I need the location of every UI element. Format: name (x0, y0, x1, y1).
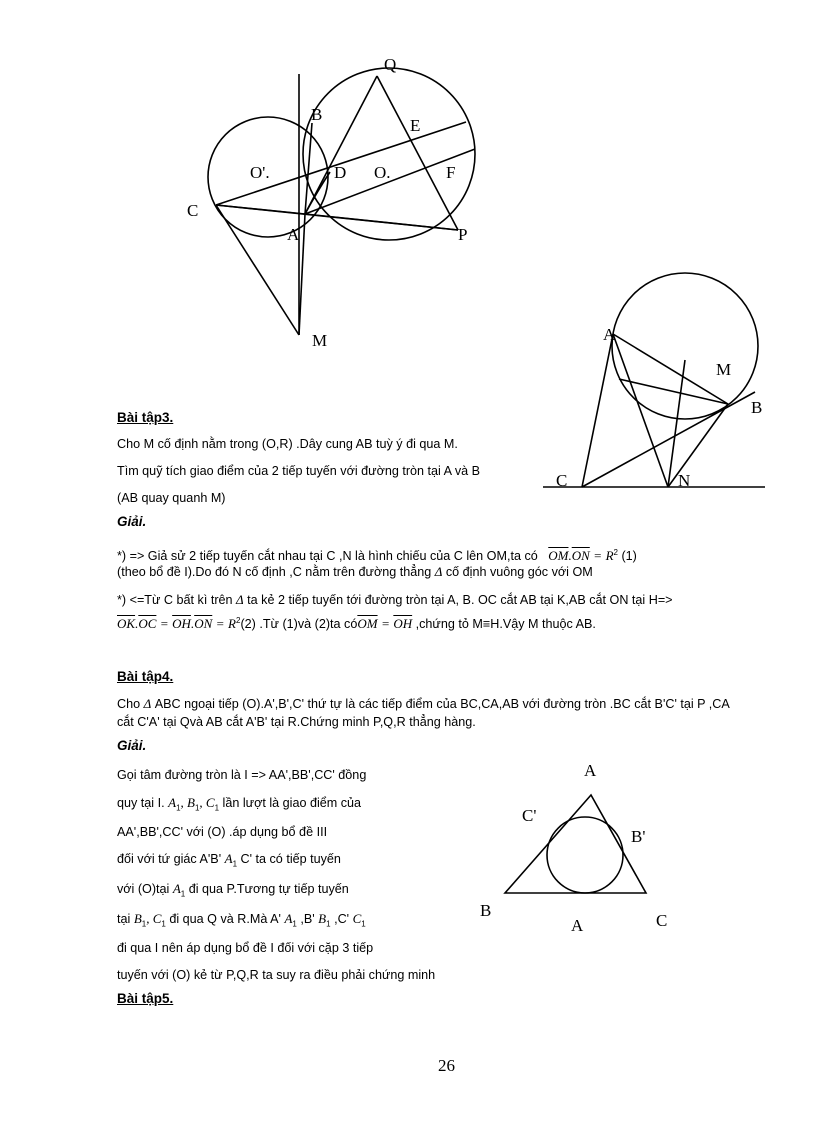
fig1-label-m: M (312, 331, 328, 350)
ex3-s1-r: R (605, 548, 614, 564)
ex3-s2-end: cố định vuông góc với OM (442, 565, 593, 579)
fig3-label-b: B (480, 901, 492, 920)
page-number: 26 (438, 1056, 455, 1075)
fig1-label-a: A (287, 225, 300, 244)
ex4-solution-line4: đối với tứ giác A'B' $A_1$ C' ta có tiếp tuyến (117, 851, 341, 869)
fig3-label-c: C (656, 911, 668, 930)
ex4-l5-a1: A (172, 881, 181, 896)
ex3-s4-oc: $\overline{OC}$ (138, 616, 157, 632)
ex4-problem-line2: cắt C'A' tại Qvà AB cắt A'B' tại R.Chứng minh P,Q,R thẳng hàng. (117, 715, 476, 729)
fig1-label-o-prime: O'. (250, 163, 270, 182)
ex4-l2-a1: A (168, 795, 177, 810)
ex4-solution-line2: quy tại I. $A_1$, $B_1$, $C_1$ lần lượt là giao điểm của (117, 795, 362, 813)
ex4-solution-label: Giải. (117, 738, 147, 753)
ex4-l6-b1: B (133, 911, 142, 926)
ex4-solution-line5: với (O)tại $A_1$ đi qua P.Tương tự tiếp tuyến (117, 881, 349, 899)
ex4-l4-a1: A (224, 851, 233, 866)
ex5-heading: Bài tập5. (117, 991, 174, 1006)
fig1-label-e: E (410, 116, 421, 135)
ex3-s1-sup: 2 (613, 548, 618, 557)
incircle (547, 817, 623, 893)
fig1-label-f: F (446, 163, 456, 182)
ex4-solution-line3: AA',BB',CC' với (O) .áp dụng bổ đề III (117, 825, 328, 839)
ex3-problem-line3: (AB quay quanh M) (117, 491, 226, 505)
ex4-l6-text3: ,B' (296, 912, 319, 926)
ex4-solution-line8: tuyến với (O) kẻ từ P,Q,R ta suy ra điều phải chứng minh (117, 968, 436, 982)
ex4-l2-end: lần lượt là giao điểm của (219, 796, 362, 810)
ex3-s3-end: ta kẻ 2 tiếp tuyến tới đường tròn tại A, B. OC cắt AB tại K,AB cắt ON tại H=> (243, 593, 673, 607)
ex4-l6-a1: A (284, 911, 293, 926)
ex3-s4-oh: $\overline{OH}$ (172, 616, 191, 632)
ex3-solution-line2 (117, 564, 593, 580)
ex4-solution-line7: đi qua I nên áp dụng bổ đề I đối với cặp 3 tiếp (117, 941, 374, 955)
ex3-solution-line1: *) => Giả sử 2 tiếp tuyến cắt nhau tại C ,N là hình chiếu của C lên OM,ta có $\overline{OM}.\overline{ON} = R^2$ (1) (117, 548, 637, 564)
ex3-solution-line3 (117, 592, 673, 608)
ex3-heading: Bài tập3. (117, 410, 174, 425)
ex3-s4-text: (2) .Từ (1)và (2)ta có (240, 617, 358, 632)
fig2-label-c: C (556, 471, 568, 490)
ex3-s4-oh2: $\overline{OH}$ (393, 616, 413, 632)
fig2-label-n: N (678, 471, 691, 490)
ex4-l6-b1b: B (318, 911, 327, 926)
fig1-label-b: B (311, 105, 323, 124)
ex4-heading: Bài tập4. (117, 669, 174, 684)
ex3-s3-delta: Δ (236, 592, 244, 607)
fig1-label-c: C (187, 201, 199, 220)
ex3-s1-on: $\overline{ON}$ (571, 548, 590, 564)
fig1-label-p: P (458, 225, 468, 244)
fig3-label-a-prime: A (571, 916, 584, 935)
ex4-l5-text: với (O)tại (117, 882, 173, 896)
fig3-label-b-prime: B' (631, 827, 646, 846)
ex4-solution-line1: Gọi tâm đường tròn là I => AA',BB',CC' đồng (117, 768, 367, 782)
ex3-s4-end: H.Vậy M thuộc AB. (490, 617, 596, 632)
ex4-l4-text: đối với tứ giác A'B' (117, 852, 225, 866)
ex3-s4-text2: ,chứng tỏ M (412, 617, 483, 632)
ex4-solution-line6: tại $B_1$, $C_1$ đi qua Q và R.Mà A' $A_1$ ,B' $B_1$ ,C' $C_1$ (117, 911, 366, 929)
ex3-s3-text: *) <=Từ C bất kì trên (117, 593, 237, 607)
ex3-s4-ok: $\overline{OK}$ (117, 616, 136, 632)
ex3-solution-label: Giải. (117, 514, 147, 529)
ex3-s4-sup: 2 (235, 616, 241, 625)
ex4-l2-c1: C (205, 795, 215, 810)
ex4-p1-delta: Δ (143, 696, 152, 711)
fig3-label-c-prime: C' (522, 806, 537, 825)
ex3-s1-text: *) => Giả sử 2 tiếp tuyến cắt nhau tại C ,N là hình chiếu của C lên OM,ta có (117, 549, 538, 564)
ex3-s4-equiv: ≡ (482, 617, 491, 632)
ex3-problem-line1: Cho M cố định nằm trong (O,R) .Dây cung AB tuỳ ý đi qua M. (117, 437, 458, 451)
ex3-s1-end: (1) (617, 549, 637, 564)
ex4-l2-b1: B (187, 795, 195, 810)
ex3-s1-om: $\overline{OM}$ (548, 548, 569, 564)
ex3-s2-text: (theo bổ đề I).Do đó N cố định ,C nằm trên đường thẳng (117, 565, 435, 579)
ex4-l6-text: tại (117, 912, 134, 926)
ex3-s4-on: $\overline{ON}$ (194, 616, 213, 632)
ex3-s4-r: R (228, 616, 236, 632)
ex3-s2-delta: Δ (434, 564, 443, 579)
fig3-label-a-top: A (584, 761, 597, 780)
fig1-label-o: O. (374, 163, 391, 182)
ex4-l6-c1: C (152, 911, 162, 926)
fig1-label-q: Q (384, 55, 397, 74)
ex4-l6-text2: đi qua Q và R.Mà A' (165, 912, 285, 926)
ex4-p1-text: Cho (117, 697, 144, 711)
ex4-l5-end: đi qua P.Tương tự tiếp tuyến (185, 882, 349, 896)
fig2-label-m: M (716, 360, 732, 379)
ex4-l2-text: quy tại I. (117, 796, 169, 810)
ex3-problem-line2: Tìm quỹ tích giao điểm của 2 tiếp tuyến với đường tròn tại A và B (117, 464, 481, 478)
ex4-p1-end: ABC ngoại tiếp (O).A',B',C' thứ tự là các tiếp điểm của BC,CA,AB với đường tròn .BC cắt B'C' tại P ,CA (151, 697, 730, 711)
fig2-label-a: A (603, 325, 616, 344)
fig1-label-d: D (334, 163, 347, 182)
ex3-s4-om: $\overline{OM}$ (357, 616, 378, 632)
ex4-l4-end: C' ta có tiếp tuyến (237, 852, 341, 866)
ex4-l6-c1b: C (352, 911, 362, 926)
ex3-solution-line4: $\overline{OK}.\overline{OC} = \overline{OH}.\overline{ON} = R^2(2)$ .Từ (1)và (2)ta $có\overline{OM} = \overline{OH}$ ,chứng tỏ M≡H.Vậy M thuộc AB. (117, 616, 596, 632)
fig2-label-b: B (751, 398, 763, 417)
ex4-problem-line1 (117, 696, 730, 712)
ex4-l6-text4: ,C' (330, 912, 353, 926)
